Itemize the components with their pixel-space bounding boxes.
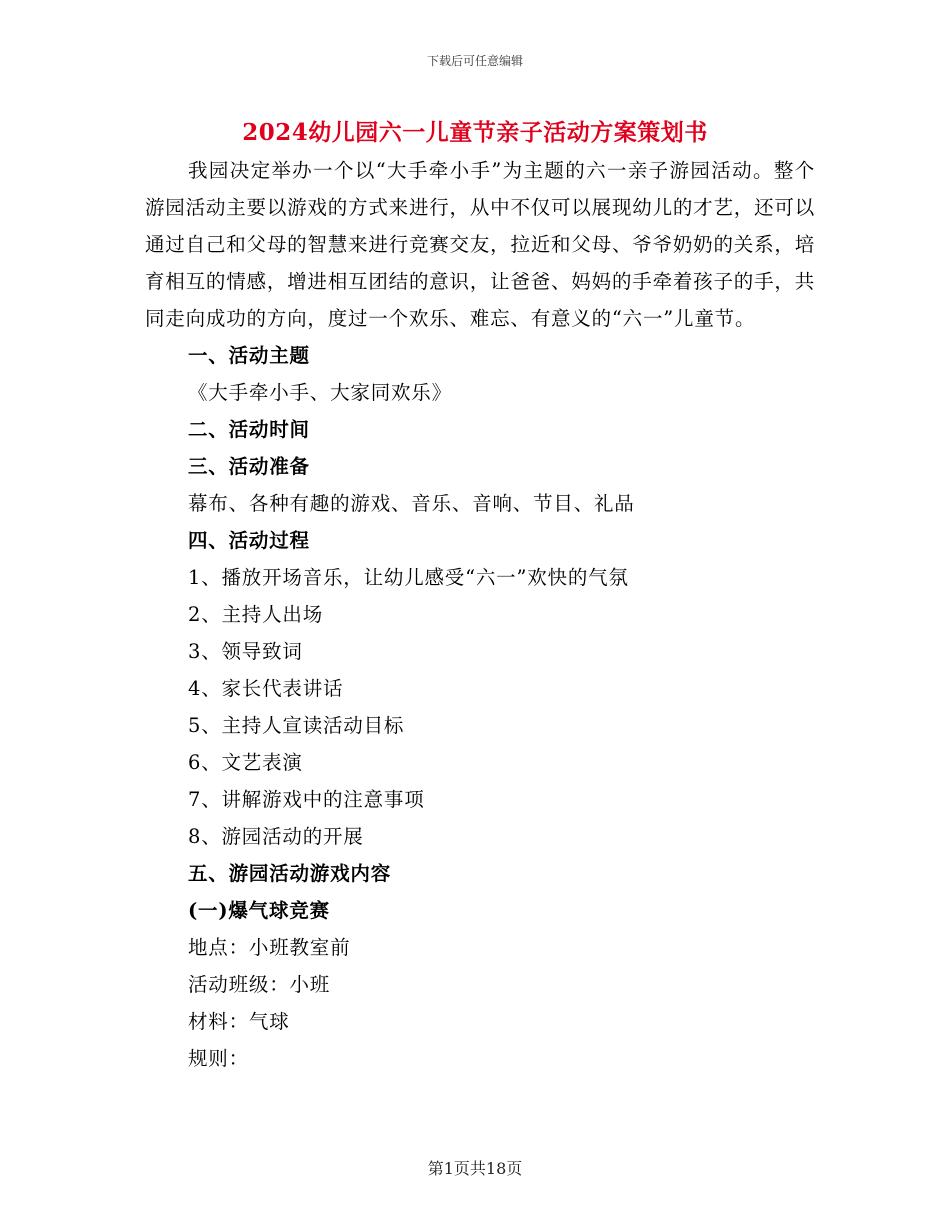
section-heading: 一、活动主题: [188, 344, 310, 367]
text-line: 地点：小班教室前: [188, 936, 351, 959]
document-title: 2024幼儿园六一儿童节亲子活动方案策划书: [242, 119, 708, 146]
text-line: 1、播放开场音乐，让幼儿感受“六一”欢快的气氛: [188, 566, 629, 589]
text-line: 6、文艺表演: [188, 751, 303, 774]
text-line: 2、主持人出场: [188, 603, 324, 626]
text-line: 活动班级：小班: [188, 973, 331, 996]
text-line: 8、游园活动的开展: [188, 825, 364, 848]
page-footer: 第1页共18页: [427, 1159, 523, 1178]
section-heading: 五、游园活动游戏内容: [188, 862, 392, 885]
text-line: 7、讲解游戏中的注意事项: [188, 788, 425, 811]
content-lines: [145, 337, 815, 1077]
section-heading: 三、活动准备: [188, 455, 310, 478]
text-line: 5、主持人宣读活动目标: [188, 714, 405, 737]
intro-paragraph: 我园决定举办一个以“大手牵小手”为主题的六一亲子游园活动。整个游园活动主要以游戏的方式来进行，从中不仅可以展现幼儿的才艺，还可以通过自己和父母的智慧来进行竞赛交友，拉近和父母、爷爷奶奶的关系，培育相互的情感，增进相互团结的意识，让爸爸、妈妈的手牵着孩子的手，共同走向成功的方向，度过一个欢乐、难忘、有意义的“六一”儿童节。: [145, 159, 815, 330]
text-line: 材料：气球: [188, 1010, 290, 1033]
text-line: 《大手牵小手、大家同欢乐》: [188, 381, 452, 404]
section-heading: 二、活动时间: [188, 418, 310, 441]
text-line: 4、家长代表讲话: [188, 677, 344, 700]
text-line: 规则：: [188, 1047, 249, 1070]
section-heading: (一)爆气球竞赛: [188, 899, 330, 922]
text-line: 3、领导致词: [188, 640, 303, 663]
page-header: 下载后可任意编辑: [426, 54, 523, 68]
document-body: [145, 152, 815, 1077]
text-line: 幕布、各种有趣的游戏、音乐、音响、节目、礼品: [188, 492, 635, 515]
section-heading: 四、活动过程: [188, 529, 310, 552]
